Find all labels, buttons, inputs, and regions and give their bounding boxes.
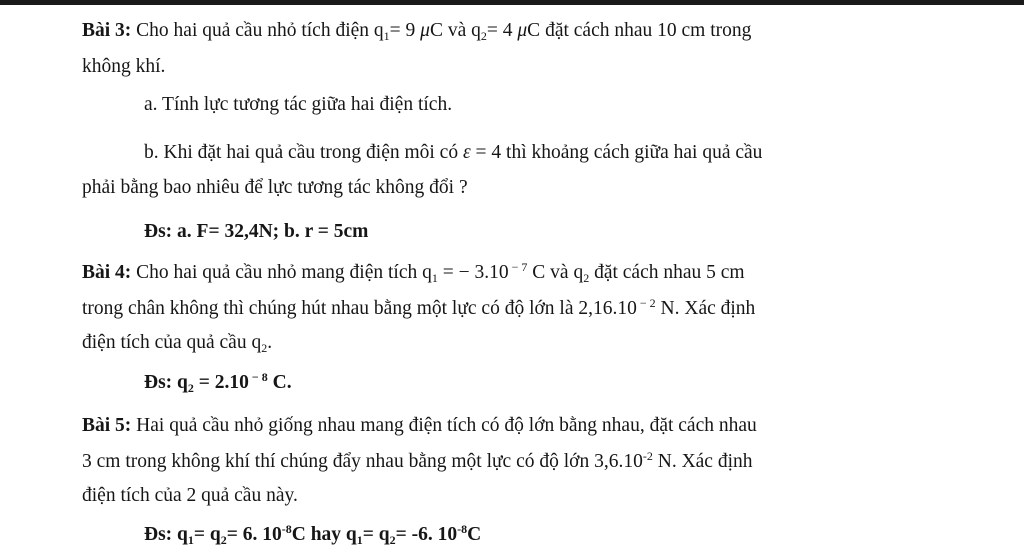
bai5-line2: 3 cm trong không khí thí chúng đẩy nhau bằng một lực có độ lớn $3,6.10^{-2}$ N. Xác định [82,449,753,472]
q1-symbol: $q_1= 9$ μC [373,20,443,43]
bai3-heading: Bài 3: [82,20,132,41]
bai4-answer: Đs: $q_2 = 2.10$ $^{- 8}$ C. [144,370,292,395]
bai4-line1: Bài 4: Cho hai quả cầu nhỏ mang điện tích $q_1$ = − 3.10 $^{- 7}$ C và $q_2$ đặt cách nhau 5 cm [82,260,745,285]
bai3-part-a: a. Tính lực tương tác giữa hai điện tích. [144,94,453,115]
bai5-answer: Đs: $q_1= q_2= 6$. $10^{-8}C$ hay $q_1= q_2= -6$. $10^{-8}C$ [144,522,482,547]
bai5-heading: Bài 5: [82,415,132,436]
bai3-line2: không khí. [82,56,166,77]
bai4-heading: Bài 4: [82,262,132,283]
bai4-line2: trong chân không thì chúng hút nhau bằng một lực có độ lớn là 2,16.10 $^{- 2}$ N. Xác định [82,296,756,319]
bai3-answer: Đs: a. F= 32,4N; b. r = 5cm [144,221,369,242]
bai5-line3: điện tích của 2 quả cầu này. [82,485,298,506]
bai3-part-b-line1: b. Khi đặt hai quả cầu trong điện môi có ε = 4 thì khoảng cách giữa hai quả cầu [144,142,763,163]
q2-symbol: $q_2= 4$ μC [471,20,541,43]
bai4-line3: điện tích của quả cầu $q_2$. [82,332,273,355]
bai3-part-b-line2: phải bằng bao nhiêu để lực tương tác không đổi ? [82,177,468,198]
epsilon-symbol: ε [462,142,471,163]
bai3-line1: Bài 3: Cho hai quả cầu nhỏ tích điện $q_1= 9$ μC và $q_2= 4$ μC đặt cách nhau 10 cm trong [82,20,752,43]
bai5-line1: Bài 5: Hai quả cầu nhỏ giống nhau mang điện tích có độ lớn bằng nhau, đặt cách nhau [82,415,757,436]
top-border [0,0,1024,5]
